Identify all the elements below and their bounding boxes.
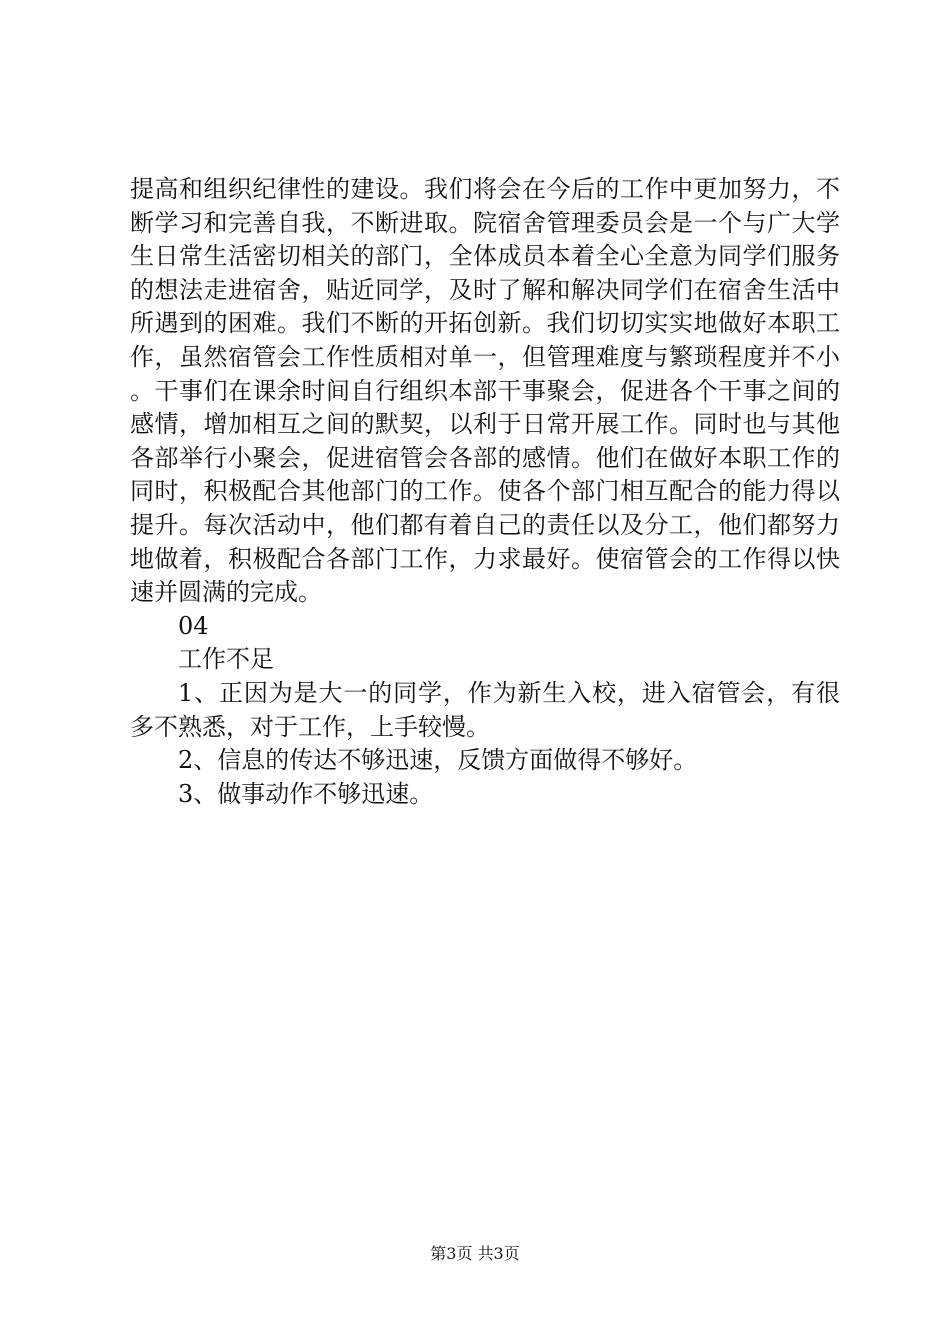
section-number: 04 bbox=[178, 611, 209, 640]
list-item-1: 1、正因为是大一的同学，作为新生入校，进入宿管会，有很多不熟悉，对于工作，上手较慢。 bbox=[130, 678, 840, 741]
page-number: 第3页 共3页 bbox=[430, 1244, 520, 1263]
document-body bbox=[130, 173, 840, 811]
paragraph-summary: 提高和组织纪律性的建设。我们将会在今后的工作中更加努力，不断学习和完善自我，不断进取。院宿舍管理委员会是一个与广大学生日常生活密切相关的部门，全体成员本着全心全意为同学们服务的想法走进宿舍，贴近同学，及时了解和解决同学们在宿舍生活中所遇到的困难。我们不断的开拓创新。我们切切实实地做好本职工作，虽然宿管会工作性质相对单一，但管理难度与繁琐程度并不小。干事们在课余时间自行组织本部干事聚会，促进各个干事之间的感情，增加相互之间的默契，以利于日常开展工作。同时也与其他各部举行小聚会，促进宿管会各部的感情。他们在做好本职工作的同时，积极配合其他部门的工作。使各个部门相互配合的能力得以提升。每次活动中，他们都有着自己的责任以及分工，他们都努力地做着，积极配合各部门工作，力求最好。使宿管会的工作得以快速并圆满的完成。 bbox=[130, 175, 840, 607]
list-item-3: 3、做事动作不够迅速。 bbox=[178, 779, 434, 808]
list-item-2: 2、信息的传达不够迅速，反馈方面做得不够好。 bbox=[178, 746, 698, 775]
page-footer bbox=[0, 1244, 950, 1264]
section-heading: 工作不足 bbox=[178, 645, 274, 674]
